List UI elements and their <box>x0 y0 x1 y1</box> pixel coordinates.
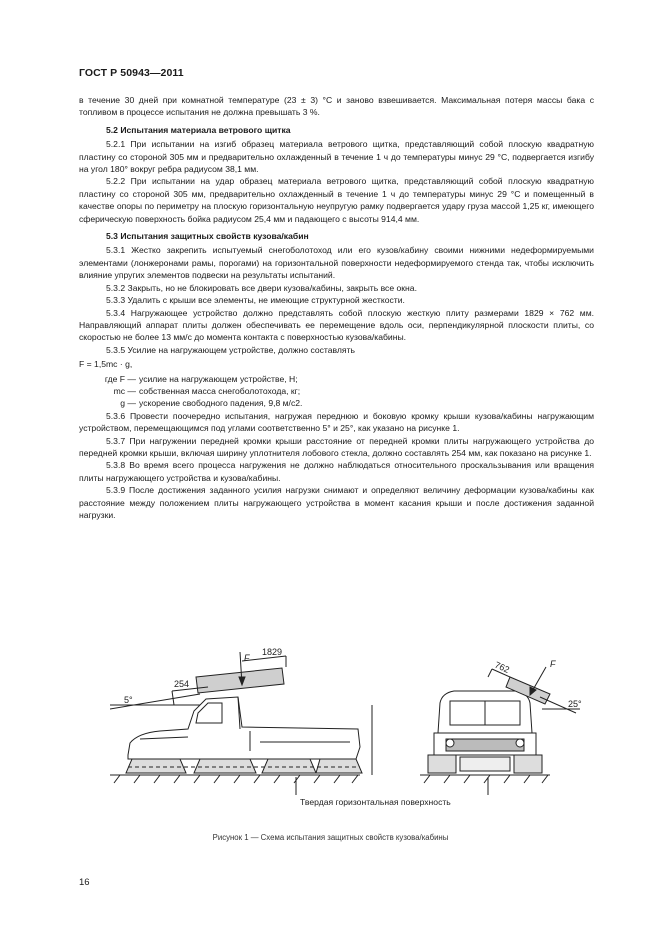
figure-1-diagram <box>110 647 600 827</box>
paragraph: 5.3.8 Во время всего процесса нагружения не должно наблюдаться относительного проскальзывания или вращения плиты нагружающего устройства и кузова/кабины. <box>79 460 594 483</box>
legend-text: ускорение свободного падения, 9,8 м/с2. <box>139 398 303 409</box>
dimension-254: 254 <box>174 679 190 689</box>
vehicle-front-view <box>428 691 542 773</box>
page-number: 16 <box>79 877 90 888</box>
paragraph: 5.3.7 При нагружении передней кромки крыши расстояние от передней кромки плиты нагружающего устройства до передней кромки крыши, включая ширину уплотнителя лобового стекла, должно составлять 254 мм, как показано на рисунке 1. <box>79 435 594 458</box>
legend-symbol: mc — <box>113 385 136 396</box>
paragraph: 5.3.3 Удалить с крыши все элементы, не имеющие структурной жесткости. <box>106 295 405 306</box>
dimension-762: 762 <box>493 659 511 675</box>
document-header: ГОСТ Р 50943—2011 <box>79 67 184 79</box>
paragraph: в течение 30 дней при комнатной температуре (23 ± 3) °С и заново взвешивается. Максимальная потеря массы бака с топливом в процессе испытания не должна превышать 3 %. <box>79 95 594 118</box>
formula-legend <box>79 373 594 410</box>
paragraph: 5.3.5 Усилие на нагружающем устройстве, должно составлять <box>106 344 356 355</box>
section-heading: 5.3 Испытания защитных свойств кузова/кабин <box>106 231 309 242</box>
ground-hatch-right <box>424 775 548 783</box>
force-label-front: F <box>244 653 250 663</box>
paragraph: 5.3.9 После достижения заданного усилия нагрузки снимают и определяют величину деформации кузова/кабины как расстояние между положением плиты нагружающего устройства в момент касания крыши и после достижения заданной нагрузки. <box>79 485 594 520</box>
angle-5deg: 5° <box>124 695 133 705</box>
paragraph: 5.3.4 Нагружающее устройство должно представлять собой плоскую жесткую плиту размерами 1829 × 762 мм. Направляющий аппарат плиты должен обеспечивать ее перемещение вдоль оси, перпендикулярной плоскости плиты, со скоростью не более 13 мм/с до момента контакта с поверхностью кузова/кабины. <box>79 307 594 343</box>
legend-text: собственная масса снегоболотохода, кг; <box>139 385 301 396</box>
paragraph: 5.3.2 Закрыть, но не блокировать все двери кузова/кабины, закрыть все окна. <box>106 282 417 293</box>
surface-label: Твердая горизонтальная поверхность <box>300 797 451 807</box>
paragraph: 5.2.1 При испытании на изгиб образец материала ветрового щитка, представляющий собой плоскую квадратную пластину со стороной 305 мм и предварительно охлажденный в течение 1 ч до температуры минус 29 °С, подвергается изгибу на угол 180° вокруг ребра радиусом 38,1 мм. <box>79 139 594 175</box>
legend-symbol: g — <box>120 398 136 409</box>
paragraph: 5.2.2 При испытании на удар образец материала ветрового щитка, представляющий собой плоскую квадратную пластину со стороной 305 мм, предварительно охлажденный в течение 1 ч до температуры минус 29 °С и помещенный в качестве опоры по периметру на плоскую горизонтальную неупругую рамку подвергается удару груза массой 1,25 кг, имеющего сферическую поверхность бойка радиусом 25,4 мм и падающего с высоты 914,4 мм. <box>79 176 594 224</box>
ground-hatch-left <box>114 775 358 783</box>
vehicle-side-view <box>126 697 362 773</box>
paragraph: 5.3.6 Провести поочередно испытания, нагружая переднюю и боковую кромку крыши кузова/кабины нагружающим устройством, перемещающимся под углами соответственно 5° и 25°, как указано на рисунке 1. <box>79 410 594 434</box>
legend-symbol: где F — <box>104 373 136 384</box>
figure-caption: Рисунок 1 — Схема испытания защитных свойств кузова/кабины <box>212 833 449 842</box>
paragraph: 5.3.1 Жестко закрепить испытуемый снегоболотоход или его кузов/кабину своими нижними недеформируемыми элементами (лонжеронами рамы, порогами) на горизонтальной поверхности недеформируемого стенда так, чтобы исключить влияние упругих элементов подвески на результаты испытаний. <box>79 245 594 281</box>
document-body <box>79 94 594 521</box>
legend-text: усилие на нагружающем устройстве, Н; <box>139 373 298 384</box>
formula: F = 1,5mc · g, <box>79 359 133 370</box>
force-label-side: F <box>550 659 556 669</box>
section-heading: 5.2 Испытания материала ветрового щитка <box>106 124 291 135</box>
angle-25deg: 25° <box>568 699 582 709</box>
dimension-1829: 1829 <box>262 647 283 657</box>
